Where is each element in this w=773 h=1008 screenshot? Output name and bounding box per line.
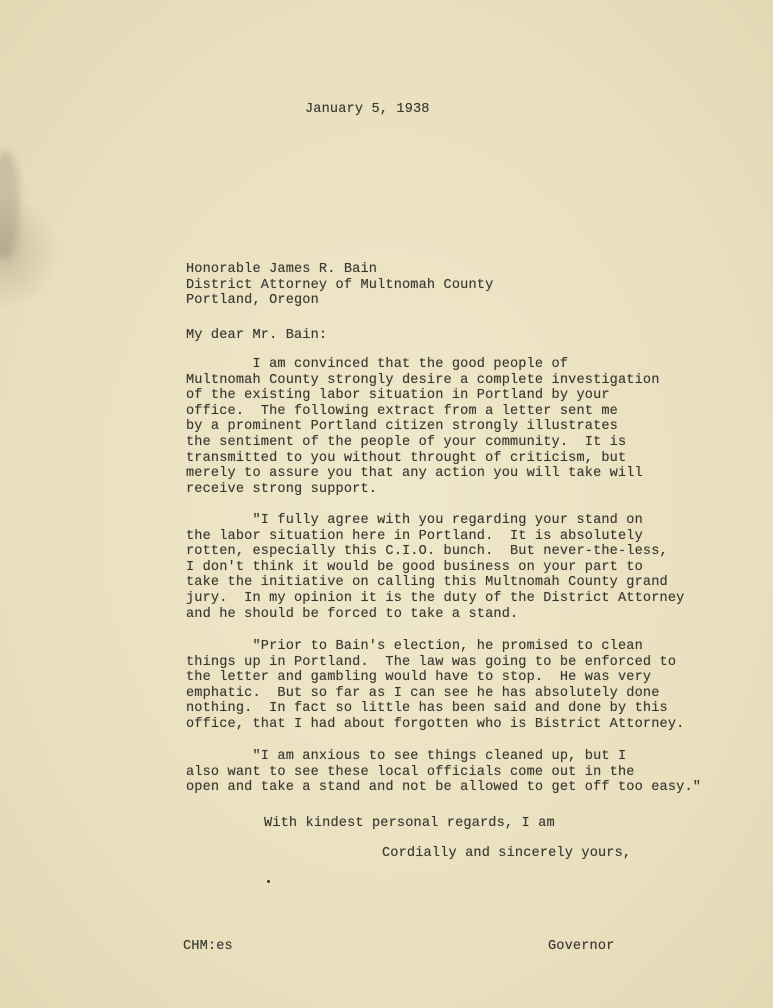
text-line: rotten, especially this C.I.O. bunch. But never-the-less, — [186, 544, 668, 560]
text-line: office. The following extract from a letter sent me — [186, 403, 618, 419]
reference-initials: CHM:es — [183, 939, 233, 954]
text-line: Multnomah County strongly desire a complete investigation — [186, 372, 660, 388]
text-line: receive strong support. — [186, 481, 378, 497]
text-line: emphatic. But so far as I can see he has absolutely done — [186, 685, 660, 701]
text-line: also want to see these local officials come out in the — [186, 764, 635, 780]
text-line: I don't think it would be good business on your part to — [186, 559, 643, 575]
ink-speck — [267, 880, 270, 883]
salutation: My dear Mr. Bain: — [186, 328, 328, 343]
text-line: I am convinced that the good people of — [186, 357, 569, 372]
recipient-address — [186, 262, 493, 309]
text-line: and he should be forced to take a stand. — [186, 606, 519, 622]
text-line: of the existing labor situation in Portland by your — [186, 388, 610, 404]
text-line: by a prominent Portland citizen strongly illustrates — [186, 419, 618, 435]
address-line: Honorable James R. Bain — [186, 262, 378, 277]
signer-title: Governor — [548, 939, 615, 954]
quoted-paragraph — [186, 749, 701, 796]
letter-date: January 5, 1938 — [305, 102, 430, 117]
body-paragraph — [186, 357, 660, 497]
text-line: take the initiative on calling this Multnomah County grand — [186, 575, 668, 591]
text-line: transmitted to you without throught of criticism, but — [186, 450, 627, 466]
address-line: Portland, Oregon — [186, 293, 319, 309]
quoted-paragraph — [186, 513, 684, 622]
quoted-paragraph — [186, 639, 684, 733]
text-line: nothing. In fact so little has been said and done by this — [186, 701, 668, 717]
address-line: District Attorney of Multnomah County — [186, 277, 494, 293]
text-line: the sentiment of the people of your community. It is — [186, 434, 627, 450]
text-line: open and take a stand and not be allowed to get off too easy." — [186, 780, 702, 796]
text-line: the labor situation here in Portland. It is absolutely — [186, 528, 643, 544]
text-line: the letter and gambling would have to stop. He was very — [186, 670, 652, 686]
complimentary-close: Cordially and sincerely yours, — [382, 846, 632, 861]
text-line: jury. In my opinion it is the duty of the District Attorney — [186, 590, 685, 606]
text-line: office, that I had about forgotten who is Bistrict Attorney. — [186, 716, 685, 732]
paper-stain — [0, 150, 20, 260]
text-line: "I fully agree with you regarding your stand on — [186, 513, 643, 528]
text-line: merely to assure you that any action you will take will — [186, 466, 643, 482]
text-line: "I am anxious to see things cleaned up, but I — [186, 749, 627, 764]
text-line: "Prior to Bain's election, he promised to clean — [186, 639, 643, 654]
closing-regards: With kindest personal regards, I am — [264, 816, 555, 831]
text-line: things up in Portland. The law was going to be enforced to — [186, 654, 677, 670]
